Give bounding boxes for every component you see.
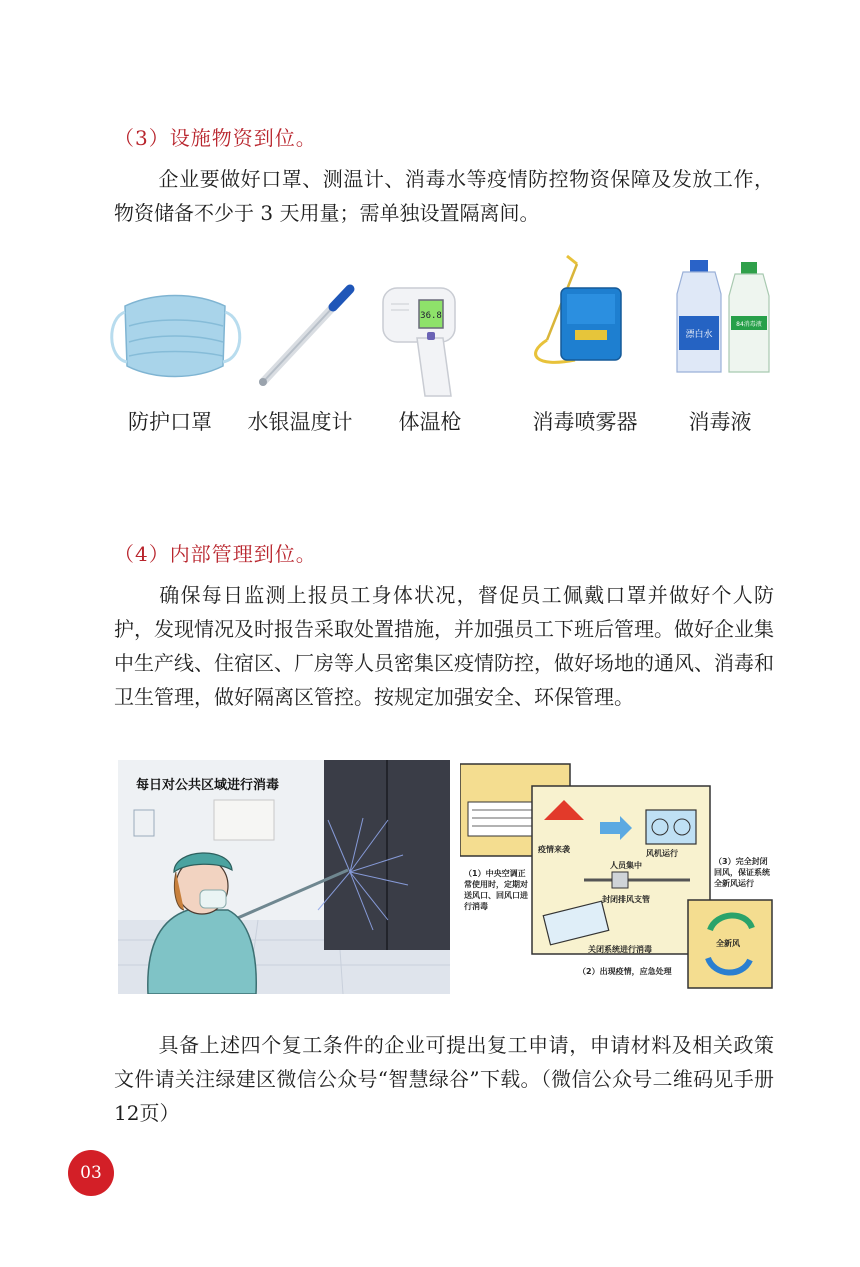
hvac-step1-label: （1）中央空调正常使用时，定期对送风口、回风口进行消毒 bbox=[464, 869, 528, 911]
closing-paragraph bbox=[114, 1028, 774, 1130]
hvac-close-label: 关闭系统进行消毒 bbox=[588, 945, 652, 954]
supply-label: 防护口罩 bbox=[128, 410, 212, 434]
hvac-fan-label: 风机运行 bbox=[646, 849, 678, 858]
closing-text: 具备上述四个复工条件的企业可提出复工申请，申请材料及相关政策文件请关注绿建区微信公众号“智慧绿谷”下载。（微信公众号二维码见手册12页） bbox=[114, 1033, 774, 1125]
disinfection-caption: 每日对公共区域进行消毒 bbox=[136, 778, 280, 793]
supply-label: 水银温度计 bbox=[247, 410, 353, 434]
disinfectant-label-text: 84消毒液 bbox=[736, 321, 762, 328]
supply-thermometer-gun bbox=[365, 270, 495, 450]
hvac-step2-label: （2）出现疫情，应急处理 bbox=[578, 967, 672, 976]
hvac-valve-label: 封闭排风支管 bbox=[602, 895, 650, 904]
section-4-heading: （4）内部管理到位。 bbox=[114, 542, 317, 566]
hvac-fresh-air-label: 全新风 bbox=[716, 939, 740, 948]
hvac-alert-label: 疫情来袭 bbox=[538, 845, 570, 854]
supply-disinfectant bbox=[655, 270, 785, 450]
hvac-crowd-label: 人员集中 bbox=[610, 861, 642, 870]
section-4-paragraph bbox=[114, 578, 774, 714]
hvac-step3-label: （3）完全封闭回风，保证系统全新风运行 bbox=[714, 857, 770, 888]
mask-icon bbox=[105, 278, 245, 388]
supplies-row bbox=[105, 270, 785, 450]
disinfection-illustration bbox=[118, 760, 450, 994]
thermometer-gun-icon bbox=[365, 278, 495, 398]
supply-label: 消毒液 bbox=[688, 410, 752, 434]
section-4-text: 确保每日监测上报员工身体状况，督促员工佩戴口罩并做好个人防护，发现情况及时报告采取处置措施，并加强员工下班后管理。做好企业集中生产线、住宿区、厂房等人员密集区疫情防控，做好场地的通风、消毒和卫生管理，做好隔离区管控。按规定加强安全、环保管理。 bbox=[114, 583, 774, 709]
bleach-label-text: 漂白水 bbox=[685, 330, 713, 340]
section-3-text: 企业要做好口罩、测温计、消毒水等疫情防控物资保障及发放工作，物资储备不少于 3 天用量；需单独设置隔离间。 bbox=[114, 167, 774, 225]
sprayer-icon bbox=[505, 244, 665, 369]
section-3-heading: （3）设施物资到位。 bbox=[114, 126, 317, 150]
thermometer-icon bbox=[235, 278, 365, 388]
supply-sprayer bbox=[505, 270, 665, 450]
supply-thermometer bbox=[235, 270, 365, 450]
gun-display-text: 36.8 bbox=[420, 311, 442, 321]
hvac-illustration bbox=[460, 760, 776, 994]
page-number-badge: 03 bbox=[68, 1150, 114, 1196]
supply-label: 消毒喷雾器 bbox=[532, 410, 638, 434]
section-3-paragraph bbox=[114, 162, 774, 230]
disinfectant-bottles-icon bbox=[655, 254, 785, 379]
supply-label: 体温枪 bbox=[398, 410, 462, 434]
supply-mask bbox=[105, 270, 235, 450]
